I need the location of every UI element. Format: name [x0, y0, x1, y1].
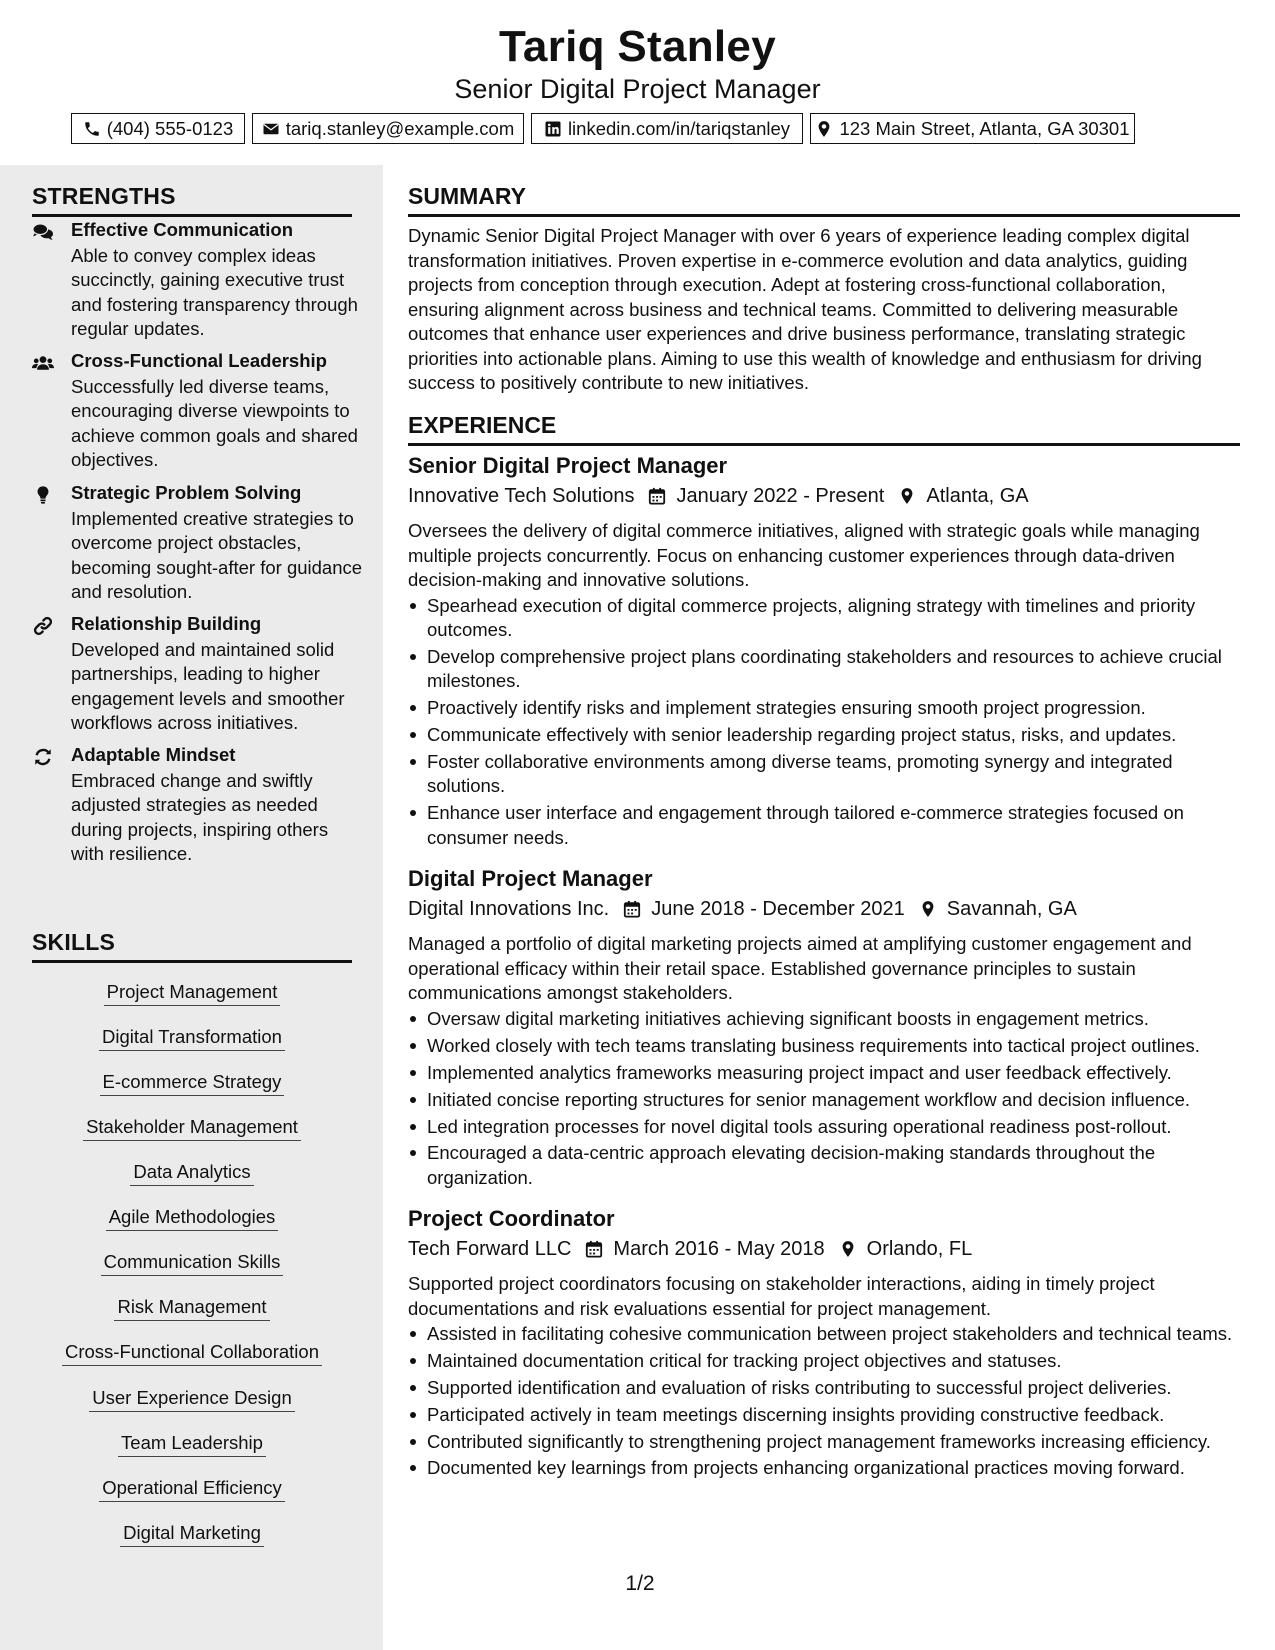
map-pin-icon — [898, 487, 916, 505]
skills-divider — [32, 960, 352, 963]
skill-tag: Communication Skills — [32, 1251, 352, 1276]
contact-address-text: 123 Main Street, Atlanta, GA 30301 — [839, 117, 1130, 139]
skill-tag: Digital Transformation — [32, 1026, 352, 1051]
contact-bar — [0, 113, 1275, 145]
skill-tag: Risk Management — [32, 1296, 352, 1321]
strength-title: Adaptable Mindset — [71, 744, 236, 765]
contact-address — [810, 113, 1135, 144]
job-title: Digital Project Manager — [408, 866, 653, 891]
job-dates: March 2016 - May 2018 — [613, 1237, 825, 1260]
calendar-icon — [623, 900, 641, 918]
job-dates: January 2022 - Present — [676, 484, 885, 507]
list-item: Foster collaborative environments among diverse teams, promoting synergy and integrated solutions. — [408, 750, 1240, 799]
calendar-icon — [585, 1240, 603, 1258]
job-bullets — [408, 1322, 1240, 1483]
skill-tag: Operational Efficiency — [32, 1477, 352, 1502]
skills-heading: SKILLS — [32, 929, 115, 955]
job-title: Project Coordinator — [408, 1206, 615, 1231]
job-company: Tech Forward LLC — [408, 1237, 572, 1260]
list-item: Documented key learnings from projects enhancing organizational practices moving forward. — [408, 1456, 1240, 1480]
list-item: Maintained documentation critical for tracking project objectives and statuses. — [408, 1349, 1240, 1373]
summary-heading: SUMMARY — [408, 183, 526, 209]
skill-tag: Digital Marketing — [32, 1522, 352, 1547]
calendar-icon — [648, 487, 666, 505]
candidate-name: Tariq Stanley — [499, 22, 776, 71]
experience-divider — [408, 443, 1240, 446]
contact-linkedin[interactable] — [531, 113, 803, 144]
job-meta — [408, 1236, 972, 1262]
job-meta — [408, 483, 1029, 509]
strength-title: Relationship Building — [71, 613, 262, 634]
comments-icon — [32, 222, 54, 242]
list-item: Develop comprehensive project plans coordinating stakeholders and resources to achieve crucial milestones. — [408, 645, 1240, 694]
list-item: Enhance user interface and engagement through tailored e-commerce strategies focused on consumer needs. — [408, 801, 1240, 850]
strength-description: Able to convey complex ideas succinctly, gaining executive trust and fostering transparency through regular updates. — [71, 245, 358, 339]
users-icon — [32, 353, 54, 373]
job-description: Oversees the delivery of digital commerce initiatives, aligned with strategic goals while managing multiple projects concurrently. Focus on enhancing customer experiences through data-driven decision-making and innovative solutions. — [408, 520, 1200, 590]
strength-description: Embraced change and swiftly adjusted strategies as needed during projects, inspiring others with resilience. — [71, 770, 329, 864]
strength-title: Cross-Functional Leadership — [71, 350, 327, 371]
strength-description: Developed and maintained solid partnerships, leading to higher engagement levels and smoother workflows across initiatives. — [71, 639, 345, 733]
list-item: Oversaw digital marketing initiatives achieving significant boosts in engagement metrics. — [408, 1007, 1240, 1031]
contact-linkedin-text: linkedin.com/in/tariqstanley — [567, 117, 791, 139]
job-description: Managed a portfolio of digital marketing projects aimed at amplifying customer engagement and operational efficacy within their retail space. Established governance principles to sustain communications amongst stakeholders. — [408, 933, 1192, 1003]
skill-tag: Project Management — [32, 981, 352, 1006]
strength-description: Successfully led diverse teams, encouraging diverse viewpoints to achieve common goals and shared objectives. — [71, 376, 358, 470]
job-company: Innovative Tech Solutions — [408, 484, 635, 507]
job-description: Supported project coordinators focusing on stakeholder interactions, aiding in timely project documentations and risk evaluations essential for project management. — [408, 1273, 1155, 1319]
strengths-heading: STRENGTHS — [32, 183, 176, 209]
resume-header — [0, 0, 1275, 165]
linkedin-icon — [544, 120, 562, 138]
list-item: Led integration processes for novel digital tools assuring operational readiness post-rollout. — [408, 1115, 1240, 1139]
link-icon — [32, 616, 54, 636]
list-item: Worked closely with tech teams translating business requirements into tactical project outlines. — [408, 1034, 1240, 1058]
phone-icon — [83, 120, 101, 138]
map-pin-icon — [919, 900, 937, 918]
job-title: Senior Digital Project Manager — [408, 453, 728, 478]
job-company: Digital Innovations Inc. — [408, 897, 610, 920]
map-pin-icon — [815, 120, 833, 138]
summary-divider — [408, 214, 1240, 217]
candidate-title: Senior Digital Project Manager — [454, 74, 821, 104]
job-bullets — [408, 594, 1240, 853]
job-location: Orlando, FL — [866, 1237, 973, 1260]
list-item: Participated actively in team meetings discerning insights providing constructive feedback. — [408, 1403, 1240, 1427]
skill-tag: E-commerce Strategy — [32, 1071, 352, 1096]
job-location: Savannah, GA — [946, 897, 1077, 920]
experience-heading: EXPERIENCE — [408, 412, 557, 438]
skill-tag: Agile Methodologies — [32, 1206, 352, 1231]
strength-title: Strategic Problem Solving — [71, 482, 302, 503]
map-pin-icon — [839, 1240, 857, 1258]
list-item: Communicate effectively with senior leadership regarding project status, risks, and updates. — [408, 723, 1240, 747]
strength-title: Effective Communication — [71, 219, 294, 240]
skill-tag: User Experience Design — [32, 1387, 352, 1412]
contact-email[interactable] — [252, 113, 524, 144]
list-item: Assisted in facilitating cohesive communication between project stakeholders and technical teams. — [408, 1322, 1240, 1346]
job-dates: June 2018 - December 2021 — [651, 897, 905, 920]
list-item: Spearhead execution of digital commerce projects, aligning strategy with timelines and priority outcomes. — [408, 594, 1240, 643]
skill-tag: Team Leadership — [32, 1432, 352, 1457]
contact-email-text: tariq.stanley@example.com — [285, 117, 515, 139]
job-meta — [408, 896, 1077, 922]
skill-tag: Cross-Functional Collaboration — [32, 1341, 352, 1366]
envelope-icon — [262, 120, 280, 138]
contact-phone[interactable] — [71, 113, 245, 144]
sync-icon — [32, 747, 54, 767]
list-item: Supported identification and evaluation of risks contributing to successful project deliveries. — [408, 1376, 1240, 1400]
strength-description: Implemented creative strategies to overcome project obstacles, becoming sought-after for guidance and resolution. — [71, 508, 363, 602]
list-item: Proactively identify risks and implement strategies ensuring smooth project progression. — [408, 696, 1240, 720]
list-item: Initiated concise reporting structures for senior management workflow and decision influence. — [408, 1088, 1240, 1112]
job-bullets — [408, 1007, 1240, 1193]
contact-phone-text: (404) 555-0123 — [106, 117, 234, 139]
job-location: Atlanta, GA — [926, 484, 1029, 507]
lightbulb-icon — [32, 485, 54, 505]
skill-tag: Stakeholder Management — [32, 1116, 352, 1141]
list-item: Implemented analytics frameworks measuring project impact and user feedback effectively. — [408, 1061, 1240, 1085]
list-item: Contributed significantly to strengthening project management frameworks increasing efficiency. — [408, 1430, 1240, 1454]
strengths-divider — [32, 214, 352, 217]
page-number: 1/2 — [625, 1572, 655, 1595]
skill-tag: Data Analytics — [32, 1161, 352, 1186]
summary-text: Dynamic Senior Digital Project Manager with over 6 years of experience leading complex digital transformation initiatives. Proven expertise in e-commerce evolution and data analytics, guiding projects from conception through execution. Adept at fostering cross-functional collaboration, ensuring alignment across business and technical teams. Committed to delivering measurable outcomes that enhance user experiences and drive business performance, translating strategic priorities into actionable plans. Aiming to use this wealth of knowledge and enthusiasm for driving success to positively contribute to new initiatives. — [408, 225, 1202, 393]
list-item: Encouraged a data-centric approach elevating decision-making standards throughout the organization. — [408, 1141, 1240, 1190]
